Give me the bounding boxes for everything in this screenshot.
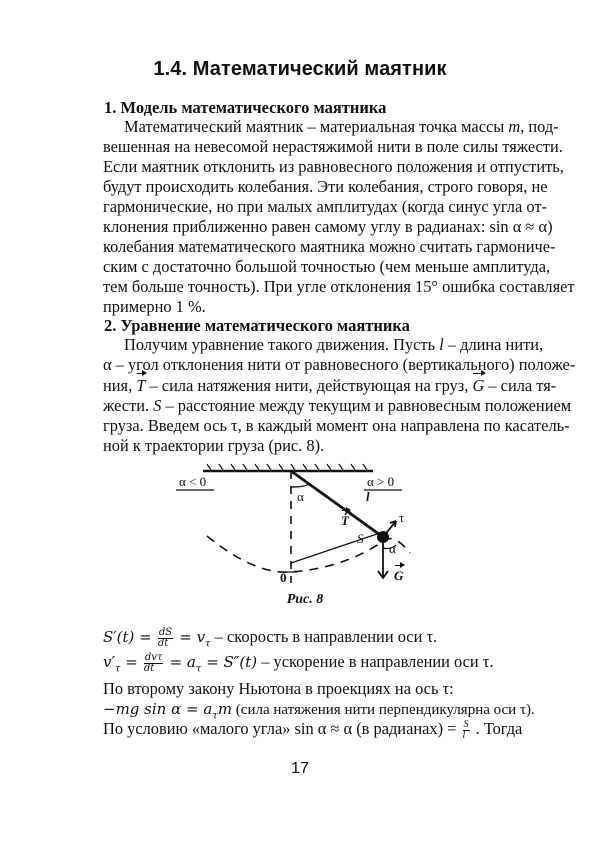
text-span: жести. xyxy=(103,396,154,415)
paragraph-line xyxy=(124,117,559,137)
subscript: τ xyxy=(195,663,202,675)
text-span: – скорость в направлении оси τ. xyxy=(210,627,438,646)
math-span: = a xyxy=(169,653,196,671)
text-span: – сила натяжения нити, действующая на груз, xyxy=(145,376,473,395)
paragraph-line: груза. Введем ось τ, в каждый момент она направлена по касатель- xyxy=(103,416,570,435)
paragraph-line xyxy=(103,396,572,416)
text-span: . Тогда xyxy=(475,719,523,738)
equation-velocity xyxy=(103,627,500,651)
pendulum-figure xyxy=(165,455,435,615)
paragraph-line xyxy=(124,335,544,355)
numerator: dvτ xyxy=(144,651,163,663)
label-alpha-negative: α < 0 xyxy=(179,474,207,489)
newton-law-line: По второму закону Ньютона в проекциях на ось τ: xyxy=(103,679,454,698)
math-span: = S″(t) xyxy=(201,653,258,671)
text-span: По условию «малого угла» sin α ≈ α (в радианах) = xyxy=(103,719,457,738)
paragraph-line: ским с достаточно большой точностью (чем меньше амплитуда, xyxy=(103,257,551,276)
label-gravity-G: G xyxy=(394,568,404,583)
small-angle-line xyxy=(103,718,523,743)
paragraph-line: ной к траектории груза (рис. 8). xyxy=(103,436,325,455)
text-span: – длина нити, xyxy=(443,335,544,354)
text-span: ве xyxy=(103,137,118,156)
paragraph-line: колебания математического маятника можно считать гармониче- xyxy=(103,237,556,256)
paragraph-line: Если маятник отклонить из равновесного положения и отпустить, xyxy=(103,157,564,176)
variable-m: m xyxy=(508,117,521,136)
math-span: S′(t) = xyxy=(103,628,152,646)
equation-acceleration xyxy=(103,652,500,676)
paragraph-line: будут происходить колебания. Эти колебания, строго говоря, не xyxy=(103,177,548,196)
text-span: – расстояние между текущим и равновесным положением xyxy=(161,396,572,415)
text-span: ния, xyxy=(103,376,137,395)
section-1-heading: 1. Модель математического маятника xyxy=(104,98,387,117)
subscript: τ xyxy=(114,663,121,675)
numerator: S xyxy=(463,718,469,730)
label-alpha-positive: α > 0 xyxy=(367,474,395,489)
math-span: v′ xyxy=(103,653,115,671)
label-tau: τ xyxy=(399,510,405,525)
paragraph-line xyxy=(103,376,557,396)
denominator: l xyxy=(462,729,466,741)
section-2-heading: 2. Уравнение математического маятника xyxy=(104,316,410,335)
label-alpha-top: α xyxy=(297,489,304,504)
fraction xyxy=(158,628,173,649)
math-span: = xyxy=(120,653,138,671)
paragraph-line: примерно 1 %. xyxy=(103,297,206,316)
paragraph-line: тем больше точность). При угле отклонения 15° ошибка составляет xyxy=(103,277,575,296)
paragraph-line: клонения приближенно равен самому углу в радианах: sin α ≈ α) xyxy=(103,217,553,236)
text-span: , под- xyxy=(520,117,559,136)
math-span: −mg sin α = a xyxy=(103,700,213,718)
label-origin: 0 xyxy=(280,570,287,585)
denominator: dt xyxy=(143,662,155,674)
paragraph-line: гармонические, но при малых амплитудах (когда синус угла от- xyxy=(103,197,547,216)
subscript: τ xyxy=(212,710,218,722)
paragraph-line xyxy=(103,137,563,157)
label-arc-S: S xyxy=(357,531,364,546)
vector-G: G xyxy=(472,376,485,395)
text-span: – ускорение в направлении оси τ. xyxy=(257,652,494,671)
denominator: dt xyxy=(157,637,169,649)
numerator: dS xyxy=(158,626,173,638)
text-span: – сила тя- xyxy=(484,376,557,395)
math-span: = v xyxy=(179,628,206,646)
vector-T: T xyxy=(136,376,146,395)
text-span: Получим уравнение такого движения. Пусть xyxy=(124,335,440,354)
text-span: Математический маятник – материальная точка массы xyxy=(124,117,505,136)
subscript: τ xyxy=(205,638,211,650)
page-number: 17 xyxy=(291,760,309,777)
paragraph-line: α – угол отклонения нити от равновесного (вертикального) положе- xyxy=(103,355,576,374)
fraction xyxy=(144,653,164,674)
figure-caption: Рис. 8 xyxy=(286,592,324,607)
label-tension-T: T xyxy=(341,513,349,528)
page-title: 1.4. Математический маятник xyxy=(153,58,447,80)
fraction xyxy=(463,720,470,741)
text-span: (сила натяжения нити перпендикулярна оси τ). xyxy=(232,702,535,718)
variable-S: S xyxy=(153,396,162,415)
text-span: шенная на невесомой нерастяжимой нити в поле силы тяжести. xyxy=(117,137,563,156)
label-length-l: l xyxy=(366,489,370,504)
math-span: m xyxy=(217,700,233,718)
label-alpha-bottom: α xyxy=(389,541,396,556)
variable-l: l xyxy=(439,335,444,354)
